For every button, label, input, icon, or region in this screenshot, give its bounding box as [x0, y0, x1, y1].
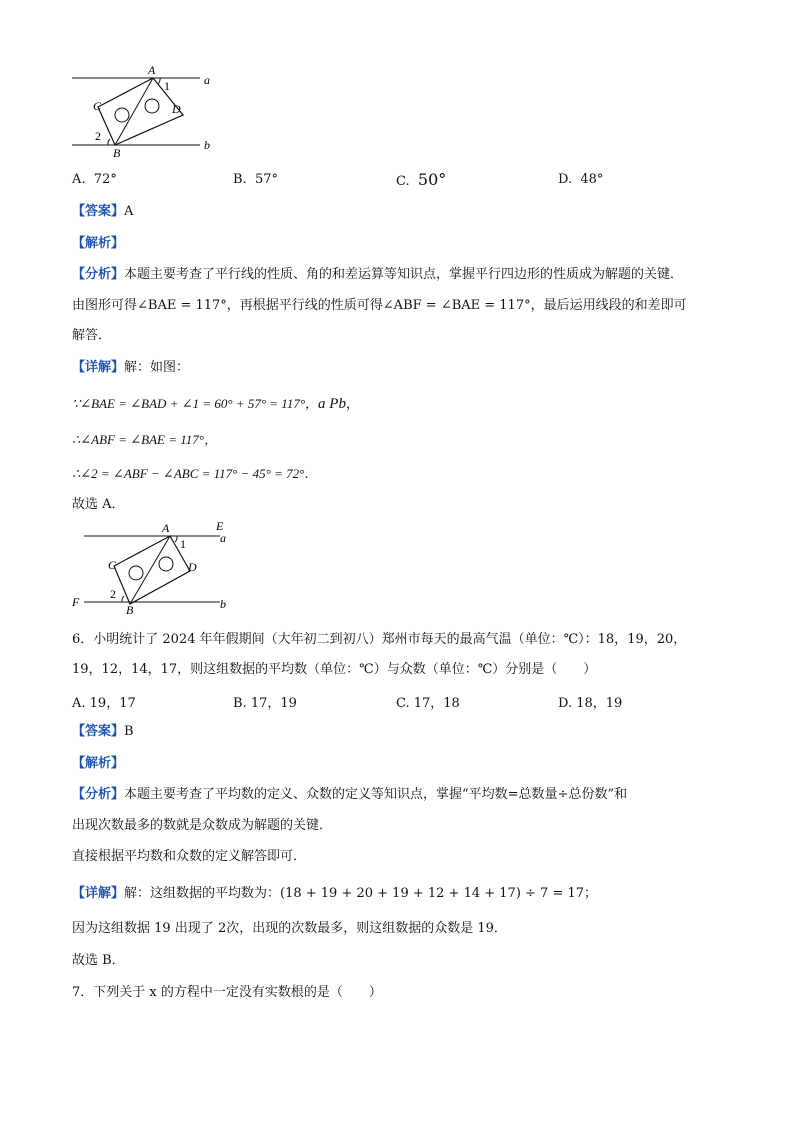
circle-left	[115, 108, 129, 122]
option-letter: A.	[72, 172, 86, 187]
answer-tag: 【答案】	[72, 204, 125, 219]
q5-fenxi-line-2: 由图形可得∠BAE = 117°，再根据平行线的性质可得∠ABF = ∠BAE = 117°，最后运用线段的和差即可	[72, 298, 687, 313]
circle-right-2	[159, 557, 173, 571]
xiangjie-tag: 【详解】	[72, 886, 125, 901]
q5-option-d	[558, 172, 603, 187]
q6-fenxi-line-2: 出现次数最多的数就是众数成为解题的关键．	[72, 818, 333, 833]
q5-option-b	[233, 172, 278, 187]
q5-step-1	[72, 395, 359, 414]
answer-value: A	[124, 204, 134, 219]
xiangjie-intro: 解：如图：	[124, 360, 190, 375]
q5-fenxi-line-1	[72, 266, 683, 284]
option-text: 50°	[417, 170, 447, 189]
answer-tag: 【答案】	[72, 724, 125, 739]
label-1: 1	[164, 79, 170, 93]
label-2: 2	[95, 129, 101, 143]
label-2-2: 2	[110, 587, 116, 601]
q6-answer	[72, 723, 134, 741]
q5-xiangjie	[72, 359, 189, 377]
q6-stem-line-1: 6．小明统计了 2024 年年假期间（大年初二到初八）郑州市每天的最高气温（单位：℃）：18，19，20，	[72, 632, 687, 647]
fenxi-tag: 【分析】	[72, 787, 125, 802]
analysis-tag: 【解析】	[72, 236, 125, 251]
step1-end: ，	[345, 397, 359, 412]
q5-conclusion: 故选 A．	[72, 497, 125, 512]
label-b-2: b	[220, 597, 226, 611]
step1-formula: ∵∠BAE = ∠BAD + ∠1 = 60° + 57° = 117°，	[72, 396, 319, 411]
label-A: A	[148, 63, 156, 77]
analysis-tag: 【解析】	[72, 756, 125, 771]
label-1-2: 1	[180, 537, 186, 551]
q6-fenxi-line-1	[72, 786, 627, 804]
circle-left-2	[129, 566, 143, 580]
angle-2-arc-2	[122, 596, 124, 602]
q6-option-d: D. 18，19	[558, 696, 623, 711]
q5-option-c	[396, 170, 446, 189]
option-letter: C.	[396, 174, 410, 189]
q5-step-3	[72, 465, 317, 484]
option-text: 72°	[93, 172, 117, 187]
q5-fenxi-line-3: 解答．	[72, 328, 112, 343]
q5-option-a	[72, 172, 117, 187]
q6-xiangjie-line-2: 因为这组数据 19 出现了 2次，出现的次数最多，则这组数据的众数是 19．	[72, 921, 507, 936]
label-b: b	[204, 138, 210, 152]
q6-xiangjie	[72, 885, 597, 903]
label-B-2: B	[126, 603, 134, 616]
angle-2-arc	[108, 139, 110, 145]
option-letter: B.	[233, 172, 247, 187]
label-E-2: E	[216, 519, 224, 533]
step1-extra: a Pb	[318, 396, 346, 412]
figure-2-parallel-lines	[62, 516, 242, 616]
q7-stem: 7．下列关于 x 的方程中一定没有实数根的是（ ）	[72, 985, 382, 1000]
circle-right	[145, 99, 159, 113]
option-letter: D.	[558, 172, 573, 187]
xiangjie-text: 解：这组数据的平均数为：(18 + 19 + 20 + 19 + 12 + 14 + 17) ÷ 7 = 17；	[124, 886, 598, 901]
xiangjie-tag: 【详解】	[72, 360, 125, 375]
label-a: a	[204, 73, 210, 87]
quadrilateral-abcd-2	[114, 536, 190, 604]
label-D-2: D	[188, 560, 197, 574]
step3-formula: ∴∠2 = ∠ABF − ∠ABC = 117° − 45° = 72°．	[72, 466, 318, 481]
q6-conclusion: 故选 B．	[72, 953, 125, 968]
angle-1-arc	[158, 78, 160, 84]
q6-option-c: C. 17，18	[396, 696, 460, 711]
q5-answer	[72, 203, 133, 221]
quadrilateral-abcd	[98, 78, 183, 145]
answer-value: B	[124, 724, 134, 739]
option-text: 48°	[580, 172, 604, 187]
angle-1-arc-2	[175, 536, 177, 542]
q6-stem-line-2: 19，12，14，17，则这组数据的平均数（单位：℃）与众数（单位：℃）分别是（ ）	[72, 662, 597, 677]
fenxi-text: 本题主要考查了平行线的性质、角的和差运算等知识点，掌握平行四边形的性质成为解题的关键．	[124, 267, 684, 282]
q6-analysis-heading	[72, 755, 124, 773]
fenxi-tag: 【分析】	[72, 267, 125, 282]
fenxi-text: 本题主要考查了平均数的定义、众数的定义等知识点，掌握“平均数=总数量÷总份数”和	[124, 787, 628, 802]
label-C: C	[93, 99, 102, 113]
q5-step-2	[72, 431, 217, 450]
option-text: 57°	[254, 172, 278, 187]
figure-1-parallel-lines	[60, 60, 230, 165]
q6-option-a: A. 19，17	[72, 696, 136, 711]
label-C-2: C	[108, 558, 117, 572]
q6-fenxi-line-3: 直接根据平均数和众数的定义解答即可．	[72, 849, 307, 864]
label-A-2: A	[162, 521, 170, 535]
label-B: B	[113, 146, 121, 160]
q5-analysis-heading	[72, 235, 124, 253]
label-a-2: a	[220, 531, 226, 545]
label-D: D	[172, 102, 181, 116]
step2-formula: ∴∠ABF = ∠BAE = 117°，	[72, 432, 217, 447]
label-F-2: F	[72, 595, 80, 609]
q6-option-b: B. 17，19	[233, 696, 297, 711]
